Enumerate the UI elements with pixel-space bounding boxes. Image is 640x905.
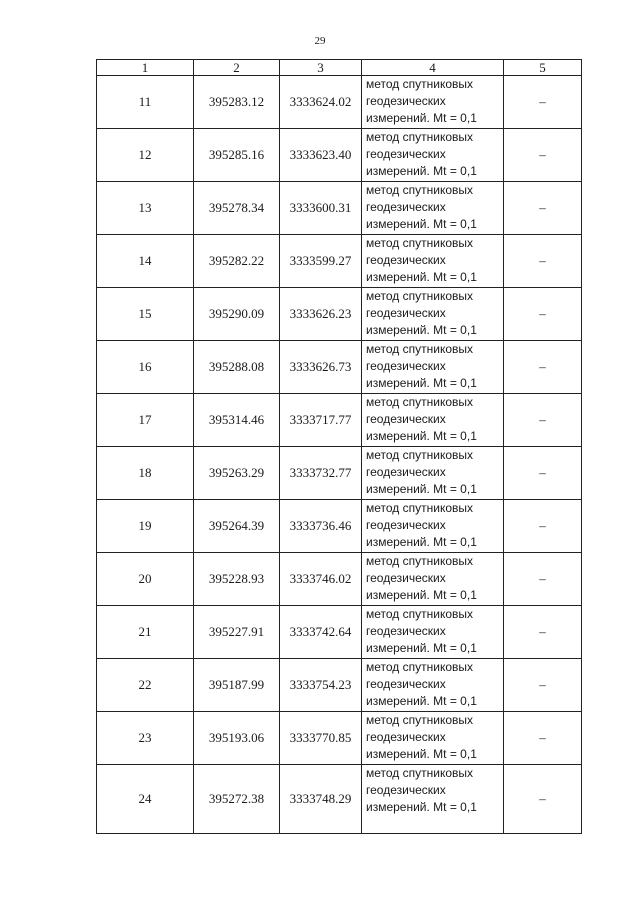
note-dash: – (539, 200, 546, 215)
method-cell (362, 235, 504, 288)
table-header-row (97, 60, 582, 76)
note-cell (504, 553, 582, 606)
x-coordinate-cell: 395278.34 (194, 182, 280, 235)
table-row (97, 182, 582, 235)
y-coordinate-cell: 3333732.77 (280, 447, 362, 500)
method-cell (362, 182, 504, 235)
table-row (97, 712, 582, 765)
note-cell (504, 659, 582, 712)
method-line: метод спутниковых (366, 607, 474, 621)
x-coordinate-cell: 395263.29 (194, 447, 280, 500)
point-number-cell: 17 (97, 394, 194, 447)
method-line: измерений. Mt = 0,1 (366, 111, 477, 125)
x-coordinate-cell: 395227.91 (194, 606, 280, 659)
y-coordinate-cell: 3333754.23 (280, 659, 362, 712)
point-number-cell: 15 (97, 288, 194, 341)
note-dash: – (539, 730, 546, 745)
y-coordinate-cell: 3333736.46 (280, 500, 362, 553)
y-coordinate-cell: 3333742.64 (280, 606, 362, 659)
x-coordinate-cell: 395288.08 (194, 341, 280, 394)
note-cell (504, 235, 582, 288)
method-cell (362, 500, 504, 553)
note-dash: – (539, 791, 546, 806)
table-row (97, 129, 582, 182)
column-header: 1 (97, 60, 194, 76)
method-line: метод спутниковых (366, 236, 474, 250)
note-cell (504, 500, 582, 553)
method-line: метод спутниковых (366, 554, 474, 568)
page-number: 29 (314, 35, 326, 47)
method-line: метод спутниковых (366, 395, 474, 409)
method-line: геодезических (366, 465, 446, 479)
x-coordinate-cell: 395193.06 (194, 712, 280, 765)
method-line: измерений. Mt = 0,1 (366, 429, 477, 443)
table-row (97, 76, 582, 129)
table-row (97, 765, 582, 834)
method-cell (362, 394, 504, 447)
note-cell (504, 765, 582, 834)
method-cell (362, 553, 504, 606)
method-cell (362, 712, 504, 765)
note-cell (504, 341, 582, 394)
method-cell (362, 76, 504, 129)
x-coordinate-cell: 395283.12 (194, 76, 280, 129)
point-number-cell: 23 (97, 712, 194, 765)
note-dash: – (539, 677, 546, 692)
note-dash: – (539, 359, 546, 374)
point-number-cell: 18 (97, 447, 194, 500)
note-dash: – (539, 518, 546, 533)
method-line: измерений. Mt = 0,1 (366, 535, 477, 549)
method-line: геодезических (366, 518, 446, 532)
point-number-cell: 16 (97, 341, 194, 394)
point-number-cell: 13 (97, 182, 194, 235)
method-line: метод спутниковых (366, 77, 474, 91)
method-line: геодезических (366, 200, 446, 214)
method-line: геодезических (366, 359, 446, 373)
note-dash: – (539, 571, 546, 586)
y-coordinate-cell: 3333770.85 (280, 712, 362, 765)
note-dash: – (539, 412, 546, 427)
table-row (97, 394, 582, 447)
method-cell (362, 288, 504, 341)
method-line: геодезических (366, 783, 446, 797)
y-coordinate-cell: 3333626.23 (280, 288, 362, 341)
note-dash: – (539, 465, 546, 480)
x-coordinate-cell: 395290.09 (194, 288, 280, 341)
method-line: метод спутниковых (366, 342, 474, 356)
method-cell (362, 341, 504, 394)
note-cell (504, 606, 582, 659)
method-cell (362, 765, 504, 834)
note-cell (504, 182, 582, 235)
method-line: измерений. Mt = 0,1 (366, 217, 477, 231)
x-coordinate-cell: 395272.38 (194, 765, 280, 834)
method-line: геодезических (366, 677, 446, 691)
method-line: измерений. Mt = 0,1 (366, 482, 477, 496)
y-coordinate-cell: 3333748.29 (280, 765, 362, 834)
note-cell (504, 76, 582, 129)
column-header: 5 (504, 60, 582, 76)
table-row (97, 606, 582, 659)
note-dash: – (539, 624, 546, 639)
method-cell (362, 606, 504, 659)
y-coordinate-cell: 3333623.40 (280, 129, 362, 182)
table-row (97, 500, 582, 553)
method-line: геодезических (366, 94, 446, 108)
method-line: геодезических (366, 147, 446, 161)
method-line: метод спутниковых (366, 448, 474, 462)
method-cell (362, 129, 504, 182)
table-row (97, 341, 582, 394)
note-cell (504, 394, 582, 447)
x-coordinate-cell: 395264.39 (194, 500, 280, 553)
table-row (97, 235, 582, 288)
table-row (97, 288, 582, 341)
method-line: геодезических (366, 730, 446, 744)
x-coordinate-cell: 395285.16 (194, 129, 280, 182)
point-number-cell: 22 (97, 659, 194, 712)
method-line: измерений. Mt = 0,1 (366, 323, 477, 337)
x-coordinate-cell: 395228.93 (194, 553, 280, 606)
note-cell (504, 447, 582, 500)
method-line: геодезических (366, 306, 446, 320)
method-line: метод спутниковых (366, 660, 474, 674)
x-coordinate-cell: 395282.22 (194, 235, 280, 288)
method-cell (362, 659, 504, 712)
method-line: метод спутниковых (366, 289, 474, 303)
note-cell (504, 129, 582, 182)
method-line: метод спутниковых (366, 766, 474, 780)
method-cell (362, 447, 504, 500)
column-header: 3 (280, 60, 362, 76)
column-header: 4 (362, 60, 504, 76)
method-line: метод спутниковых (366, 501, 474, 515)
method-line: геодезических (366, 253, 446, 267)
column-header: 2 (194, 60, 280, 76)
y-coordinate-cell: 3333600.31 (280, 182, 362, 235)
note-dash: – (539, 306, 546, 321)
point-number-cell: 24 (97, 765, 194, 834)
note-dash: – (539, 147, 546, 162)
method-line: метод спутниковых (366, 713, 474, 727)
table-row (97, 447, 582, 500)
method-line: метод спутниковых (366, 183, 474, 197)
method-line: измерений. Mt = 0,1 (366, 800, 477, 814)
y-coordinate-cell: 3333599.27 (280, 235, 362, 288)
x-coordinate-cell: 395187.99 (194, 659, 280, 712)
table-row (97, 553, 582, 606)
table-row (97, 659, 582, 712)
y-coordinate-cell: 3333717.77 (280, 394, 362, 447)
x-coordinate-cell: 395314.46 (194, 394, 280, 447)
method-line: измерений. Mt = 0,1 (366, 164, 477, 178)
method-line: измерений. Mt = 0,1 (366, 641, 477, 655)
point-number-cell: 21 (97, 606, 194, 659)
table-body (97, 76, 582, 834)
note-cell (504, 288, 582, 341)
method-line: измерений. Mt = 0,1 (366, 270, 477, 284)
point-number-cell: 12 (97, 129, 194, 182)
method-line: измерений. Mt = 0,1 (366, 376, 477, 390)
point-number-cell: 11 (97, 76, 194, 129)
y-coordinate-cell: 3333626.73 (280, 341, 362, 394)
y-coordinate-cell: 3333624.02 (280, 76, 362, 129)
method-line: метод спутниковых (366, 130, 474, 144)
method-line: измерений. Mt = 0,1 (366, 694, 477, 708)
method-line: геодезических (366, 571, 446, 585)
note-dash: – (539, 94, 546, 109)
point-number-cell: 14 (97, 235, 194, 288)
point-number-cell: 19 (97, 500, 194, 553)
method-line: геодезических (366, 412, 446, 426)
coordinates-table (96, 59, 582, 834)
method-line: измерений. Mt = 0,1 (366, 747, 477, 761)
method-line: геодезических (366, 624, 446, 638)
method-line: измерений. Mt = 0,1 (366, 588, 477, 602)
y-coordinate-cell: 3333746.02 (280, 553, 362, 606)
point-number-cell: 20 (97, 553, 194, 606)
note-dash: – (539, 253, 546, 268)
note-cell (504, 712, 582, 765)
